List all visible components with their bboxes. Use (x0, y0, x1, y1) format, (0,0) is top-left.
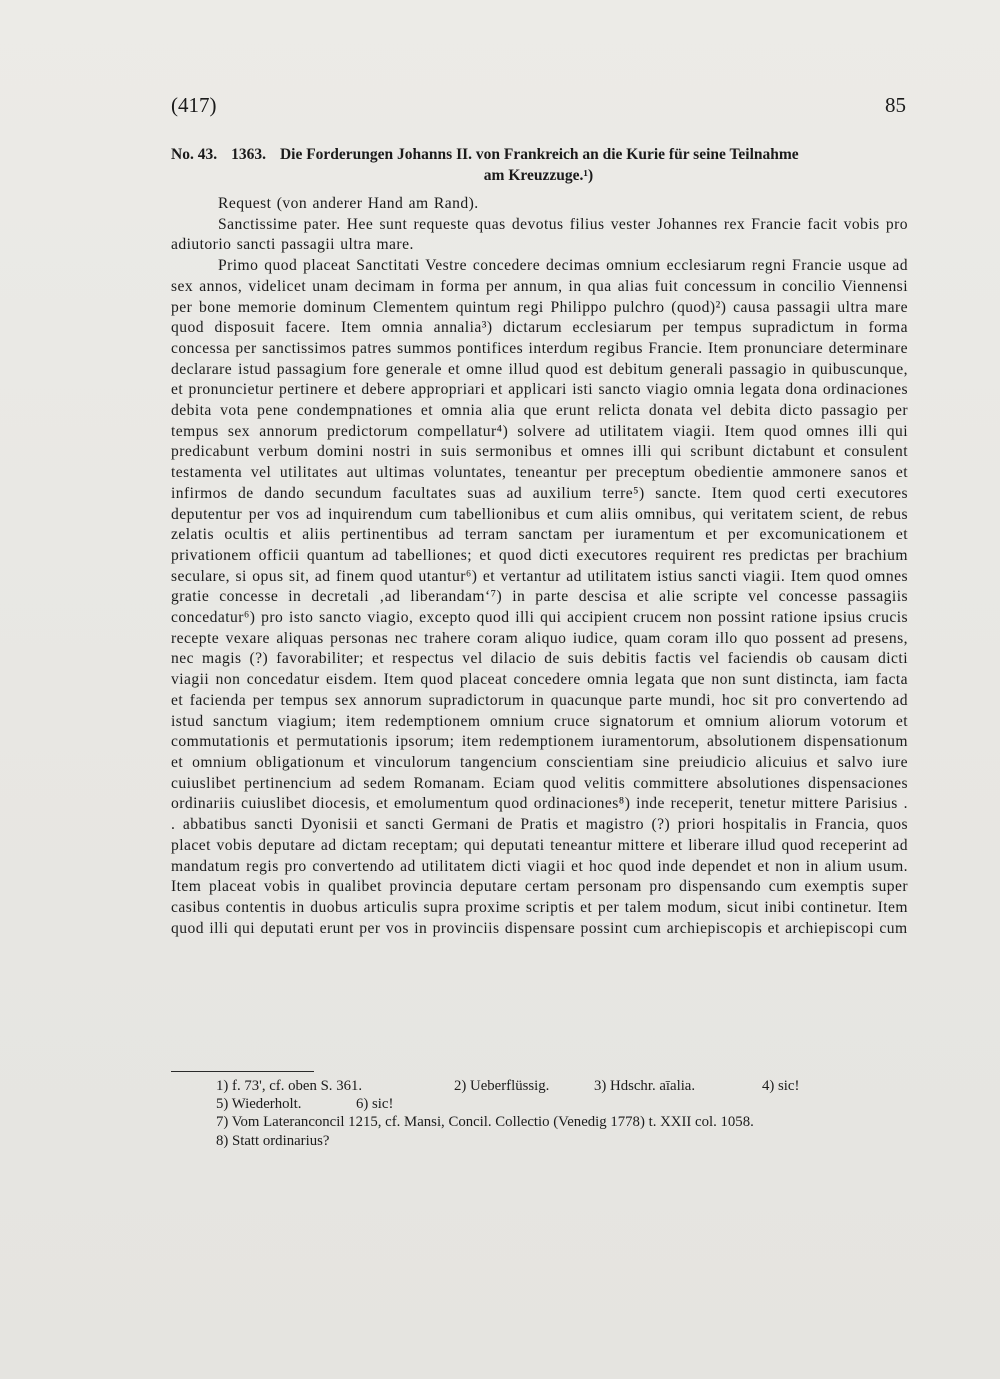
paragraph-opening: Sanctissime pater. Hee sunt requeste quas devotus filius vester Johannes rex Francie facit vobis pro adiutorio sancti passagii ultra mare. (171, 215, 908, 254)
document-title-line-2: am Kreuzzuge.¹) (483, 167, 594, 184)
footnote-row (216, 1132, 906, 1150)
paragraph-main: Primo quod placeat Sanctitati Vestre concedere decimas omnium ecclesiarum regni Francie usque ad sex annos, videlicet unam decimam in forma per annum, in qua alias fuit concessum in concilio Viennensi per bone memorie dominum Clementem quintum regi Philippo pulchro (quod)²) causa passagii ultra mare quod disposuit facere. Item omnia annalia³) dictarum ecclesiarum per tempus supradictum in forma concessa per sanctissimos patres summos pontifices interdum regibus Francie. Item pronunciare determinare declarare istud passagium fore generale et omne illud quod est debitum generali passagio in quibuscunque, et pronuncietur pertinere et debere appropriari et applicari isti sancto viagio omnia legata dona ordinaciones debita vota pene condempnationes et omnia alia que erunt relicta donata vel debita dicto passagio per tempus sex annorum predictorum compellatur⁴) solvere ad utilitatem viagii. Item quod omnes illi qui predicabunt verbum domini nostri in suis sermonibus et omnes illi qui scribunt dictabunt et consulent testamenta vel utilitates aut ultimas voluntates, teneantur per preceptum obedientie ammonere sanos et infirmos de dando secundum facultates suas ad auxilium terre⁵) sancte. Item quod certi executores deputentur per vos ad inquirendum cum tabellionibus et cum aliis omnibus, qui veritatem scient, de rebus zelatis ocultis et aliis pertinentibus ad terram sanctam per iuramentum et per excomunicationem et privationem officii quantum ad tabelliones; et quod dicti executores requirent res predictas per brachium seculare, si opus sit, ad finem quod utantur⁶) et vertantur ad utilitatem istius sancti viagii. Item quod omnes gratie concesse in decretali ‚ad liberandam‘⁷) in parte descisa et alie scripte vel concesse passagiis concedatur⁶) pro isto sancto viagio, excepto quod illi qui accipient crucem non possint ratione ipsius crucis recepte vexare aliquas personas nec trahere coram aliquo iudice, quam coram illo quo possent ad presens, nec magis (?) favorabiliter; et respectus vel dilacio de suis debitis factis vel faciendis ob causam dicti viagii non concedatur eisdem. Item quod placeat concedere omnia legata que non sunt distincta, iam facta et facienda per tempus sex annorum supradictorum in quacunque parte mundi, hoc sit pro convertendo ad istud sanctum viagium; item redemptionem omnium cruce signatorum et omnium aliorum votorum et commutationis et permutationis ipsorum; item redemptionem iuramentorum, absolutionem dispensationum et omnium obligationum et vinculorum tangencium conscientiam sine preiudicio alicuius et salvo iure cuiuslibet pertinencium ad sedem Romanam. Eciam quod velitis committere absolutiones dispensaciones ordinariis cuiuslibet diocesis, et emolumentum quod ordinaciones⁸) inde receperit, tenetur mittere Parisius . . abbatibus sancti Dyonisii et sancti Germani de Pratis et magistro (?) priori hospitalis in Francia, quos placet vobis deputare ad dictam receptam; qui deputati teneantur mittere et liberare illud quod receperint ad mandatum regis pro convertendo ad utilitatem dicti viagii et hoc quod inde dependet et non in alium usum. Item placeat vobis in qualibet provincia deputare certam personam pro dispensando cum exemptis super casibus contentis in duobus articulis supra proxime scriptis et per talem modum, sicut inibi continetur. Item quod illi qui deputati erunt per vos in provinciis dispensare possint cum archiepiscopis et archiepiscopi cum (171, 257, 908, 937)
document-year: 1363. (231, 146, 266, 163)
page-number: 85 (885, 93, 906, 117)
footnote-row (216, 1113, 906, 1131)
heading-line-1 (171, 144, 906, 165)
document-title-line-1: Die Forderungen Johanns II. von Frankreich an die Kurie für seine Teilnahme (279, 146, 799, 163)
footnote-rule (171, 1071, 314, 1072)
footnote-5: 5) Wiederholt. (216, 1096, 302, 1113)
footnote-row (216, 1077, 906, 1095)
page-header (171, 93, 906, 123)
document-number: No. 43. (171, 146, 218, 163)
footnotes (216, 1077, 906, 1150)
footnote-7: 7) Vom Lateranconcil 1215, cf. Mansi, Concil. Collectio (Venedig 1778) t. XXII col. 1058. (216, 1114, 754, 1131)
paragraph-request: Request (von anderer Hand am Rand). (218, 195, 479, 212)
footnote-8: 8) Statt ordinarius? (216, 1132, 330, 1149)
footnote-4: 4) sic! (762, 1078, 800, 1094)
footnote-1: 1) f. 73', cf. oben S. 361. (216, 1078, 363, 1094)
document-body (171, 194, 908, 939)
footnote-2: 2) Ueberflüssig. (454, 1078, 550, 1094)
document-heading (171, 144, 906, 186)
archive-page-number: (417) (171, 93, 217, 117)
footnote-6: 6) sic! (356, 1096, 394, 1113)
footnote-row (216, 1095, 906, 1113)
footnote-3: 3) Hdschr. aīalia. (594, 1078, 696, 1094)
